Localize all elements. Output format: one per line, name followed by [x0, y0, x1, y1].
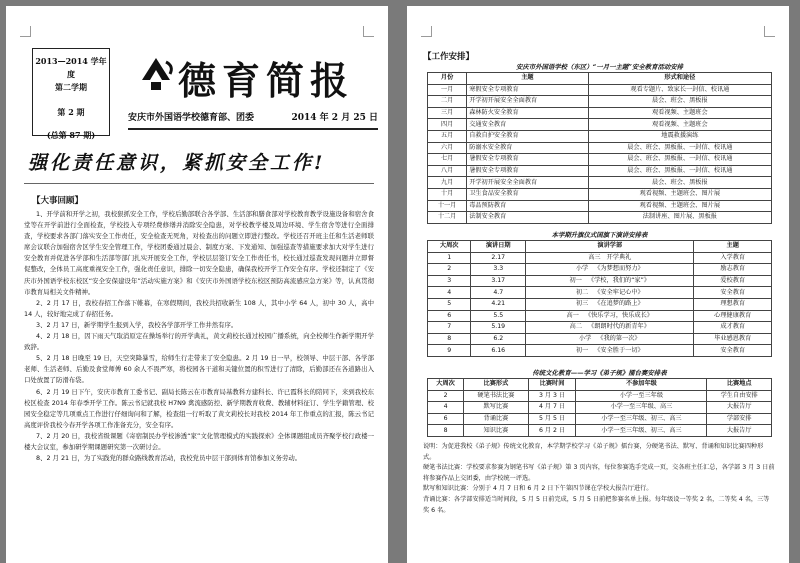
- table-cell: 心理健康教育: [694, 310, 772, 322]
- table-cell: 晨会、班会、黑板报: [588, 177, 771, 189]
- table-cell: 法制安全教育: [467, 212, 589, 224]
- paragraph: 7、2 月 20 日，我校省级课题《寄宿制民办学校渗透“家”文化管理模式的实践探索》全体课题组成员齐聚学校行政楼一楼大会议室，参加研学期课题研究第一次研讨会。: [24, 431, 374, 451]
- table-row: [428, 119, 772, 131]
- table-row: [428, 188, 772, 200]
- page-right: [407, 6, 789, 563]
- table-cell: 晨会、班会、黑板报: [588, 96, 771, 108]
- table-caption: 传统文化教育——学习《弟子规》擂台赛安排表: [532, 369, 667, 377]
- table-cell: 初一 《安全胜于一切》: [526, 345, 694, 357]
- table-cell: 初一 《学校，我们的“家”》: [526, 275, 694, 287]
- table-caption: 本学期升旗仪式国旗下演讲安排表: [551, 231, 648, 239]
- table-cell: 初三 《在追梦的路上》: [526, 298, 694, 310]
- crop-mark: [421, 26, 432, 37]
- table-cell: 2.17: [471, 252, 526, 264]
- crop-mark: [20, 26, 31, 37]
- paragraph: 5、2 月 18 日晚至 19 日，天空突降暴雪，给师生行走带来了安全隐患。2 月 19 日一早，校领导、中层干部、各学部老师、生活老师、后勤及食堂师傅 60 余人不畏严寒，将校园各干道和关键位置的积雪进行了清除，后勤部还在各道路出入口处放置了防滑布袋。: [24, 354, 374, 385]
- note-paragraph: 默写和知识比赛：分别于 4 月 7 日和 6 月 2 日下午第四节课在学校大报告厅进行。: [423, 485, 653, 493]
- table-cell: 七月: [428, 154, 467, 166]
- table-cell: 一月: [428, 84, 467, 96]
- table-row: [428, 264, 772, 276]
- table-row: [428, 425, 772, 437]
- masthead: [26, 48, 378, 140]
- table-header-cell: 大周次: [428, 241, 471, 253]
- paragraph: 6、2 月 19 日下午，安庆市教育工委书记、副局长陈云在市教育局基教科方建科长、许已霞科长的陪同下，来到我校东校区检查 2014 年春季开学工作。陈云书记就我校 H7N9 禽流感防控、新学期教育收费、教辅材料征订、学生学籍管理、校园安全稳定等几项重点工作进行仔细询问和了解，检查组一行听取了黄文莉校长对我校 2014 年工作重点的汇报，陈云书记高度评价我校今春开学各项工作准备充分，安全有序。: [24, 387, 374, 429]
- table-cell: 3.3: [471, 264, 526, 276]
- school-logo-icon: [136, 54, 176, 94]
- table-header-cell: 演讲日期: [471, 241, 526, 253]
- masthead-rule: [128, 128, 378, 130]
- table-row: [428, 177, 772, 189]
- table-cell: 小学一至三年级: [576, 390, 707, 402]
- table-cell: 观看视频、主题班会: [588, 107, 771, 119]
- headline: 强化责任意识，紧抓安全工作!: [28, 152, 326, 174]
- table-row: [428, 298, 772, 310]
- table-cell: 4 月 7 日: [528, 402, 576, 414]
- table-cell: 9: [428, 345, 471, 357]
- note-paragraph: 硬笔书法比赛：学校要求参赛为钢笔书写《弟子规》第 3 页内容，每位参赛选手完成一页，交各班主任汇总，各学部 3 月 3 日前将参赛作品上交团委，由学校统一评选。: [423, 464, 775, 482]
- table-cell: 防溺水安全教育: [467, 142, 589, 154]
- table-cell: 3: [428, 275, 471, 287]
- table-cell: 暑假安全专项教育: [467, 165, 589, 177]
- newsletter-title: 德育简报: [178, 58, 355, 103]
- table-cell: 三月: [428, 107, 467, 119]
- table-row: [428, 165, 772, 177]
- table-cell: 小学 《为梦想而努力》: [526, 264, 694, 276]
- table-cell: 毕业感恩教育: [694, 333, 772, 345]
- table-row: [428, 413, 772, 425]
- table-cell: 九月: [428, 177, 467, 189]
- speech-schedule-table: [427, 240, 772, 357]
- table-row: [428, 154, 772, 166]
- table-header-cell: 大周次: [428, 379, 464, 391]
- table-row: [428, 390, 772, 402]
- table-cell: 观看视频、主题班会、图片展: [588, 200, 771, 212]
- table-cell: 开学初开展安全全面教育: [467, 96, 589, 108]
- table-cell: 学生自由安排: [707, 390, 772, 402]
- table-header-cell: 月份: [428, 73, 467, 85]
- divider: [24, 183, 374, 184]
- speech-title: 《快乐学习，快乐成长》: [584, 311, 653, 319]
- paragraph: 2、2 月 17 日，我校春招工作落下帷幕，在寒假期间，我校共招收新生 108 人，其中小学 64 人，初中 30 人，高中 14 人，较好地完成了春招任务。: [24, 298, 374, 318]
- table-cell: 高一 《快乐学习，快乐成长》: [526, 310, 694, 322]
- table-cell: 高二 《朗朗时代的新青年》: [526, 322, 694, 334]
- table-row: [428, 333, 772, 345]
- paragraph: 3、2 月 17 日，新学期学生报到入学，我校各学部开学工作井然有序。: [36, 320, 238, 329]
- table-cell: 4: [428, 287, 471, 299]
- table-cell: 晨会、班会、黑板报、一封信、校讯通: [588, 142, 771, 154]
- table-row: [428, 212, 772, 224]
- table-cell: 法制讲座、图片展、黑板报: [588, 212, 771, 224]
- table-cell: 六月: [428, 142, 467, 154]
- table-cell: 观看视频、主题班会: [588, 119, 771, 131]
- table-row: [428, 287, 772, 299]
- note-paragraph: 背诵比赛：各学部安排适当时间段，5 月 5 日前完成，5 月 5 日前把参赛名单上报。每年级设一等奖 2 名，二等奖 4 名，三等奖 6 名。: [423, 495, 770, 514]
- table-cell: 6.16: [471, 345, 526, 357]
- speech-title: 《在追梦的路上》: [594, 300, 644, 308]
- table-cell: 成才教育: [694, 322, 772, 334]
- table-cell: 小学一至三年级、初三、高三: [576, 425, 707, 437]
- events-body: [24, 209, 374, 464]
- table-cell: 1: [428, 252, 471, 264]
- semester: 第二学期: [55, 82, 87, 92]
- table-header-cell: 比赛时间: [528, 379, 576, 391]
- table-cell: 6: [428, 310, 471, 322]
- table-cell: 晨会、班会、黑板报、一封信、校讯通: [588, 165, 771, 177]
- table-cell: 7: [428, 322, 471, 334]
- table-row: [428, 402, 772, 414]
- table-header-cell: 比赛形式: [464, 379, 529, 391]
- table-row: [428, 252, 772, 264]
- table-cell: 3.17: [471, 275, 526, 287]
- paragraph: 8、2 月 21 日，为了实践党的群众路线教育活动，我校党员中层干部到体育馆参加义务劳动。: [36, 454, 302, 463]
- table-cell: 二月: [428, 96, 467, 108]
- table-header-cell: 主题: [467, 73, 589, 85]
- publisher: 安庆市外国语学校德育部、团委: [128, 113, 255, 123]
- table-header-cell: 演讲学部: [526, 241, 694, 253]
- issue-box: [32, 48, 110, 140]
- table-cell: 6: [428, 413, 464, 425]
- section-title-events: 【大事回顾】: [32, 196, 84, 206]
- table-cell: 暑假安全专项教育: [467, 154, 589, 166]
- paragraph: 1、开学前和开学之初，我校狠抓安全工作，学校后勤部联合各学部、生活部和膳食部对学校教育教学设施设备和宿舍食堂等在开学前进行全面检查，学校投入专项经费修缮并消除安全隐患，对学校教学楼及周边环境、学生宿舍等进行全面排查，学校要求各部门落实安全工作责任，安全检查无死角，对检查出的问题立即进行整改。学校还召开班主任和生活老师联席会议联合加强宿舍区学生安全管理工作，学校团委通过晨会、制度方案、下发通知、加强巡查等措施要求加大对学生进行安全教育并促进各学部和生活部等部门扎实开展安全工作，学校层层签订安全工作责任书，校长通过巡查发现问题并立即督促整改，全体员工高度重视安全工作，强化责任意识，排除一切安全隐患，确保我校开学工作安全有序。学校还制定了《安庆市外国语学校东校区“安全安保建设年”活动实施方案》和《安庆市外国语学校东校区预防高流感应急方案》等，认真贯彻市教育局相关文件精神。: [24, 210, 374, 296]
- table-cell: 6.2: [471, 333, 526, 345]
- speech-title: 开学典礼: [606, 253, 632, 261]
- speech-title: 《我的第一次》: [597, 335, 641, 343]
- table-cell: 励志教育: [694, 264, 772, 276]
- table-cell: 交通安全教育: [467, 119, 589, 131]
- table-row: [428, 142, 772, 154]
- note-paragraph: 说明：为促进我校《弟子规》传统文化教育，本学期学校学习《弟子规》擂台赛，分硬笔书法、默写、背诵和知识比赛四种形式。: [423, 443, 764, 461]
- table-cell: 5.19: [471, 322, 526, 334]
- page-left: [6, 6, 388, 563]
- table-cell: 6 月 2 日: [528, 425, 576, 437]
- table-row: [428, 96, 772, 108]
- table-header-cell: 比赛地点: [707, 379, 772, 391]
- table-cell: 大报告厅: [707, 425, 772, 437]
- table-cell: 学部安排: [707, 413, 772, 425]
- table-cell: 地震救援演练: [588, 130, 771, 142]
- table-cell: 观看专题片、致家长一封信、校讯通: [588, 84, 771, 96]
- table-row: [428, 275, 772, 287]
- total-issue-number: (总第 87 期): [46, 130, 96, 140]
- table-cell: 高三 开学典礼: [526, 252, 694, 264]
- table-header-cell: 不参加年级: [576, 379, 707, 391]
- safety-schedule-table: [427, 72, 772, 224]
- table-cell: 小学一至三年级、高三: [576, 402, 707, 414]
- table-cell: 小学一至三年级、初三、高三: [576, 413, 707, 425]
- table-cell: 十月: [428, 188, 467, 200]
- table-cell: 观看视频、主题班会、图片展: [588, 188, 771, 200]
- table-cell: 5: [428, 298, 471, 310]
- table-caption: 安庆市外国语学校（东区）“一月一主题”安全教育活动安排: [515, 63, 684, 71]
- section-title-schedule: 【工作安排】: [423, 52, 475, 62]
- speech-title: 《为梦想而努力》: [594, 265, 644, 273]
- table-cell: 小学 《我的第一次》: [526, 333, 694, 345]
- table-cell: 2: [428, 390, 464, 402]
- paragraph: 4、2 月 18 日，因下雨天气取消原定在操场举行的开学典礼，黄文莉校长通过校园广播系统，向全校师生作新学期开学致辞。: [24, 332, 374, 352]
- table-cell: 默写比赛: [464, 402, 529, 414]
- crop-mark: [764, 26, 775, 37]
- table-cell: 毒品预防教育: [467, 200, 589, 212]
- table-cell: 2: [428, 264, 471, 276]
- table-cell: 8: [428, 333, 471, 345]
- table-cell: 4.7: [471, 287, 526, 299]
- year-term: 2013—2014 学年度: [35, 56, 107, 79]
- table-cell: 理想教育: [694, 298, 772, 310]
- issue-date: 2014 年 2 月 25 日: [291, 113, 378, 123]
- table-row: [428, 322, 772, 334]
- speech-title: 《朗朗时代的新青年》: [588, 323, 650, 331]
- table-cell: 安全教育: [694, 345, 772, 357]
- table-cell: 十一月: [428, 200, 467, 212]
- table-cell: 十二月: [428, 212, 467, 224]
- table-cell: 森林防火安全教育: [467, 107, 589, 119]
- table-cell: 八月: [428, 165, 467, 177]
- table-row: [428, 345, 772, 357]
- table-cell: 四月: [428, 119, 467, 131]
- competition-table: [427, 378, 772, 437]
- table-cell: 知识比赛: [464, 425, 529, 437]
- issue-number: 第 2 期: [57, 107, 85, 117]
- table-cell: 自救自护安全教育: [467, 130, 589, 142]
- table-cell: 5.5: [471, 310, 526, 322]
- table-cell: 晨会、班会、黑板报、一封信、校讯通: [588, 154, 771, 166]
- table-cell: 8: [428, 425, 464, 437]
- table-cell: 爱校教育: [694, 275, 772, 287]
- table-cell: 3 月 3 日: [528, 390, 576, 402]
- table-row: [428, 107, 772, 119]
- table-row: [428, 84, 772, 96]
- table-cell: 硬笔书法比赛: [464, 390, 529, 402]
- table-header-cell: 主题: [694, 241, 772, 253]
- table-cell: 大报告厅: [707, 402, 772, 414]
- table-cell: 五月: [428, 130, 467, 142]
- speech-title: 《安全胜于一切》: [594, 346, 644, 354]
- table-row: [428, 130, 772, 142]
- publisher-row: [128, 110, 378, 126]
- table-cell: 初二 《安全牢记心中》: [526, 287, 694, 299]
- table-cell: 入学教育: [694, 252, 772, 264]
- table-cell: 寒假安全专项教育: [467, 84, 589, 96]
- notes: [423, 442, 775, 516]
- table-cell: 5 月 5 日: [528, 413, 576, 425]
- crop-mark: [363, 26, 374, 37]
- table-cell: 安全教育: [694, 287, 772, 299]
- table-row: [428, 310, 772, 322]
- speech-title: 《安全牢记心中》: [594, 288, 644, 296]
- table-row: [428, 200, 772, 212]
- table-cell: 开学初开展安全全面教育: [467, 177, 589, 189]
- table-cell: 背诵比赛: [464, 413, 529, 425]
- table-header-cell: 形式和途径: [588, 73, 771, 85]
- speech-title: 《学校，我们的“家”》: [587, 277, 650, 285]
- table-cell: 4.21: [471, 298, 526, 310]
- table-cell: 卫生食品安全教育: [467, 188, 589, 200]
- table-cell: 4: [428, 402, 464, 414]
